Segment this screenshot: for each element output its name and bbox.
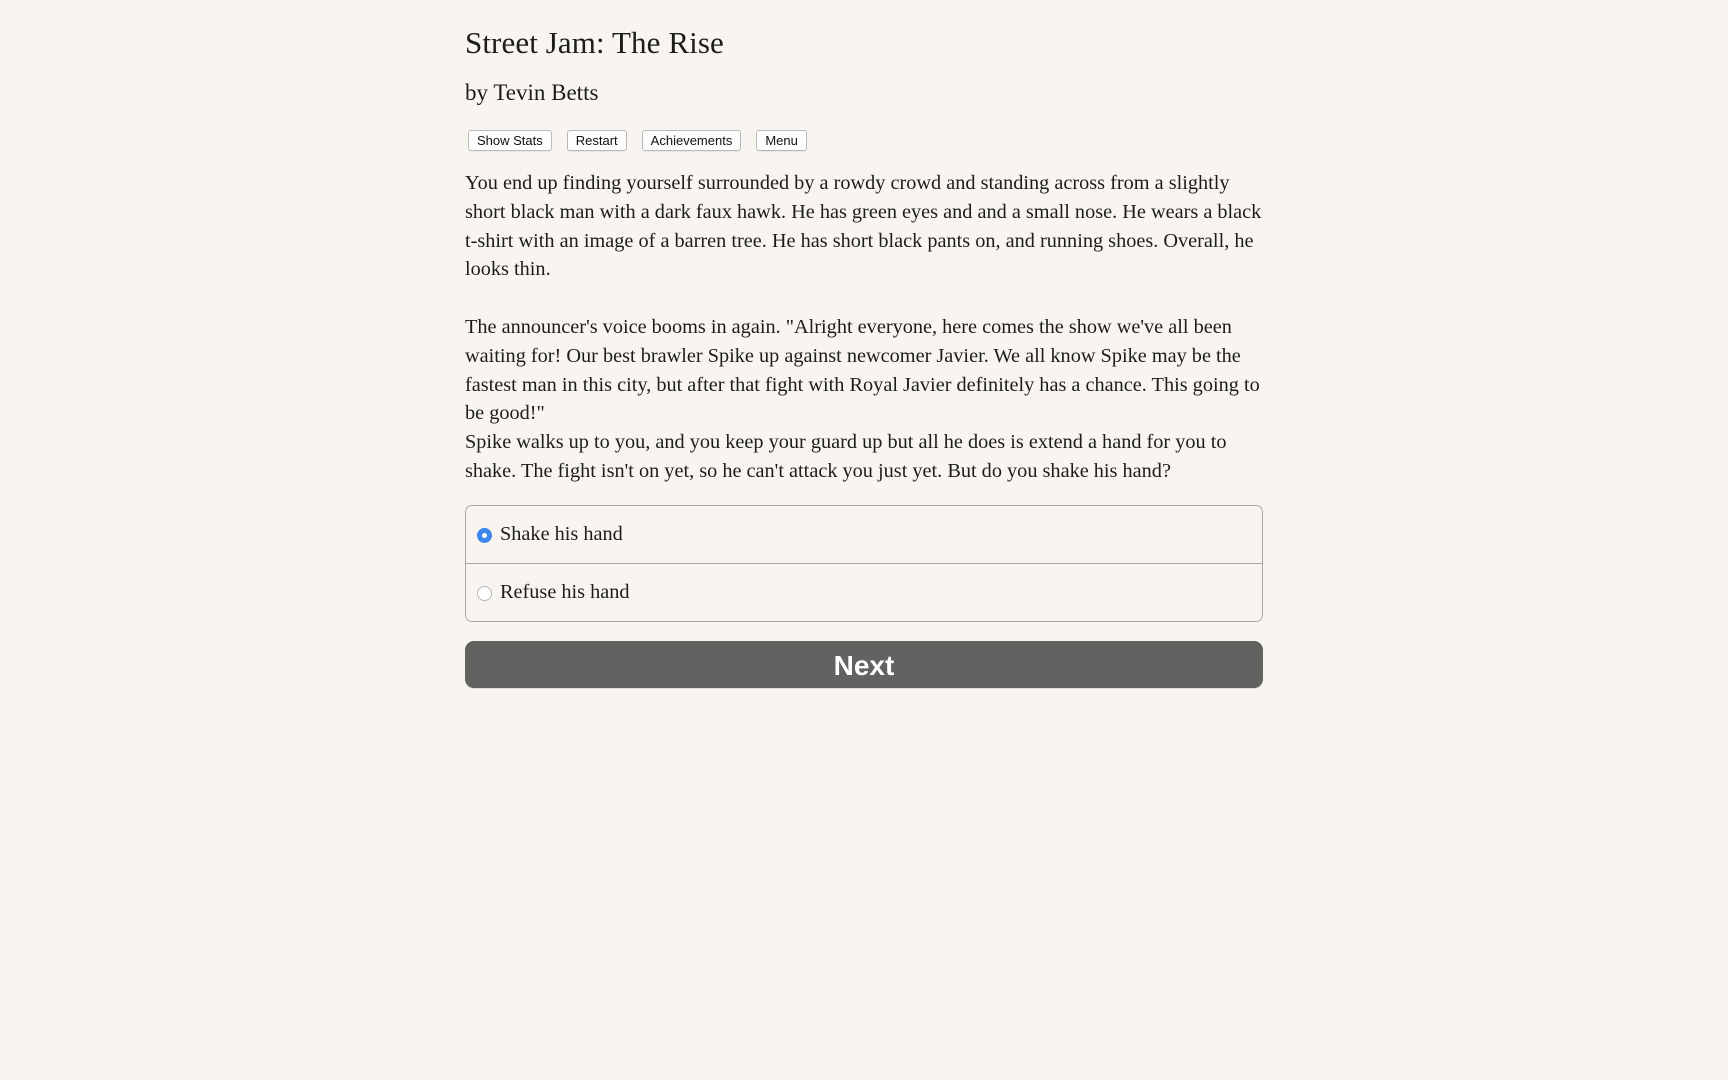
game-title: Street Jam: The Rise: [465, 25, 724, 60]
game-author: by Tevin Betts: [465, 80, 599, 105]
story-paragraph: The announcer's voice booms in again. "Alright everyone, here comes the show we've all been waiting for! Our best brawler Spike up against newcomer Javier. We all know Spike may be the fastest man in this city, but after that fight with Royal Javier definitely has a chance. This going to be good!": [465, 315, 1260, 425]
next-button[interactable]: Next: [465, 641, 1263, 688]
toolbar: [468, 130, 1263, 151]
show-stats-button[interactable]: Show Stats: [468, 130, 552, 151]
story-paragraph: You end up finding yourself surrounded by a rowdy crowd and standing across from a slightly short black man with a dark faux hawk. He has green eyes and and a small nose. He wears a black t-shirt with an image of a barren tree. He has short black pants on, and running shoes. Overall, he looks thin.: [465, 172, 1262, 281]
story-text: [465, 169, 1263, 486]
radio-unselected-icon[interactable]: [477, 586, 492, 601]
choice-refuse-hand[interactable]: [466, 563, 1262, 621]
menu-button[interactable]: Menu: [756, 130, 807, 151]
restart-button[interactable]: Restart: [567, 130, 627, 151]
game-page: [465, 22, 1263, 688]
choice-label: Refuse his hand: [500, 580, 630, 603]
achievements-button[interactable]: Achievements: [642, 130, 742, 151]
choice-shake-hand[interactable]: [466, 506, 1262, 563]
story-paragraph: Spike walks up to you, and you keep your guard up but all he does is extend a hand for you to shake. The fight isn't on yet, so he can't attack you just yet. But do you shake his hand?: [465, 431, 1227, 482]
radio-selected-icon[interactable]: [477, 528, 492, 543]
choice-list: [465, 505, 1263, 622]
choice-label: Shake his hand: [500, 522, 623, 545]
